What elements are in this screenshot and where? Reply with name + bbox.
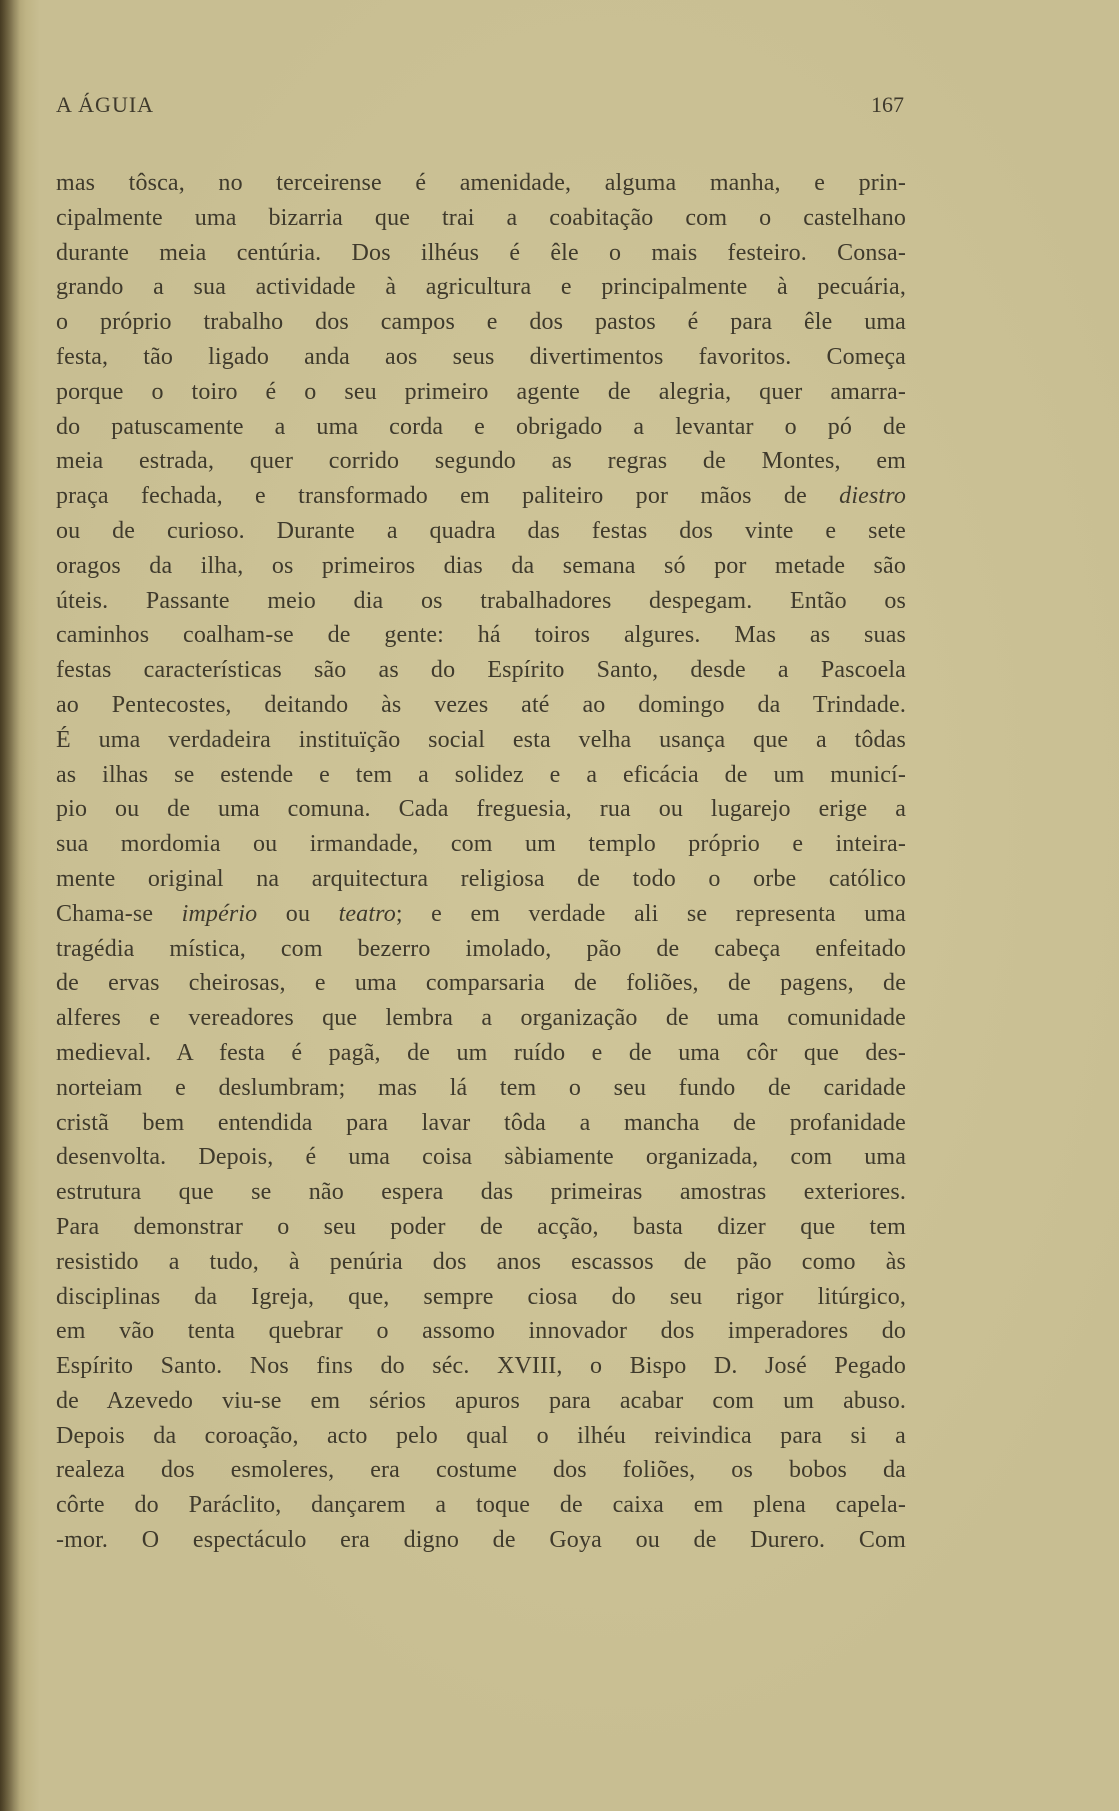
text-segment: ao Pentecostes, deitando às vezes até ao domingo da Trindade. bbox=[56, 691, 906, 718]
text-line bbox=[56, 514, 906, 549]
text-segment: medieval. A festa é pagã, de um ruído e de uma côr que des- bbox=[56, 1039, 906, 1066]
text-line bbox=[56, 1106, 906, 1141]
text-line bbox=[56, 270, 906, 305]
text-segment: grando a sua actividade à agricultura e principalmente à pecuária, bbox=[56, 274, 906, 301]
text-line bbox=[56, 1314, 906, 1349]
text-segment: em vão tenta quebrar o assomo innovador dos imperadores do bbox=[56, 1318, 906, 1345]
text-segment: Para demonstrar o seu poder de acção, basta dizer que tem bbox=[56, 1213, 906, 1240]
text-segment: -mor. O espectáculo era digno de Goya ou de Durero. Com bbox=[56, 1527, 906, 1554]
text-line bbox=[56, 1001, 906, 1036]
running-title: A ÁGUIA bbox=[56, 92, 155, 117]
text-line bbox=[56, 1140, 906, 1175]
text-line bbox=[56, 305, 906, 340]
text-segment: tragédia mística, com bezerro imolado, pão de cabeça enfeitado bbox=[56, 935, 906, 962]
text-line bbox=[56, 792, 906, 827]
text-line bbox=[56, 1349, 906, 1384]
text-line bbox=[56, 444, 906, 479]
text-line bbox=[56, 1384, 906, 1419]
text-segment: cipalmente uma bizarria que trai a coabitação com o castelhano bbox=[56, 204, 906, 231]
text-line bbox=[56, 897, 906, 932]
text-segment: as ilhas se estende e tem a solidez e a eficácia de um municí- bbox=[56, 761, 906, 788]
running-header bbox=[56, 92, 904, 126]
text-line bbox=[56, 688, 906, 723]
text-segment: É uma verdadeira instituïção social esta velha usança que a tôdas bbox=[56, 726, 906, 753]
text-segment: úteis. Passante meio dia os trabalhadores despegam. Então os bbox=[56, 587, 906, 614]
text-segment: porque o toiro é o seu primeiro agente de alegria, quer amarra- bbox=[56, 378, 906, 405]
text-line bbox=[56, 1245, 906, 1280]
text-line bbox=[56, 1036, 906, 1071]
text-line bbox=[56, 479, 906, 514]
text-segment: mas tôsca, no terceirense é amenidade, alguma manha, e prin- bbox=[56, 170, 906, 196]
text-segment: cristã bem entendida para lavar tôda a mancha de profanidade bbox=[56, 1109, 906, 1136]
text-line bbox=[56, 862, 906, 897]
text-segment: caminhos coalham-se de gente: há toiros algures. Mas as suas bbox=[56, 622, 906, 649]
text-line bbox=[56, 1453, 906, 1488]
text-segment: Depois da coroação, acto pelo qual o ilhéu reivindica para si a bbox=[56, 1422, 906, 1449]
text-segment: festas características são as do Espírito Santo, desde a Pascoela bbox=[56, 657, 906, 684]
italic-word: império bbox=[181, 900, 258, 927]
text-line bbox=[56, 201, 906, 236]
text-segment: de ervas cheirosas, e uma comparsaria de foliões, de pagens, de bbox=[56, 970, 906, 997]
text-line bbox=[56, 236, 906, 271]
text-line bbox=[56, 1210, 906, 1245]
text-segment: alferes e vereadores que lembra a organização de uma comunidade bbox=[56, 1005, 906, 1032]
text-segment: pio ou de uma comuna. Cada freguesia, rua ou lugarejo erige a bbox=[56, 796, 906, 823]
text-line bbox=[56, 1523, 906, 1558]
text-line bbox=[56, 410, 906, 445]
text-segment: resistido a tudo, à penúria dos anos escassos de pão como às bbox=[56, 1248, 906, 1275]
body-text bbox=[56, 166, 906, 1558]
text-line bbox=[56, 549, 906, 584]
text-line bbox=[56, 375, 906, 410]
text-segment: ou bbox=[257, 900, 339, 927]
text-segment: estrutura que se não espera das primeiras amostras exteriores. bbox=[56, 1179, 906, 1206]
text-line bbox=[56, 966, 906, 1001]
italic-word: teatro bbox=[338, 900, 396, 927]
italic-word: diestro bbox=[839, 483, 906, 510]
text-segment: ; e em verdade ali se representa uma bbox=[395, 900, 906, 927]
text-segment: oragos da ilha, os primeiros dias da semana só por metade são bbox=[56, 552, 906, 579]
text-line bbox=[56, 166, 906, 201]
text-line bbox=[56, 1419, 906, 1454]
text-line bbox=[56, 1071, 906, 1106]
text-line bbox=[56, 723, 906, 758]
text-segment: ou de curioso. Durante a quadra das festas dos vinte e sete bbox=[56, 517, 906, 544]
text-segment: de Azevedo viu-se em sérios apuros para acabar com um abuso. bbox=[56, 1387, 906, 1414]
text-segment: côrte do Paráclito, dançarem a toque de caixa em plena capela- bbox=[56, 1492, 906, 1519]
text-line bbox=[56, 340, 906, 375]
text-segment: do patuscamente a uma corda e obrigado a levantar o pó de bbox=[56, 413, 906, 440]
text-line bbox=[56, 618, 906, 653]
text-line bbox=[56, 758, 906, 793]
spine-shadow bbox=[0, 0, 20, 1811]
text-line bbox=[56, 932, 906, 967]
text-line bbox=[56, 584, 906, 619]
text-segment: Chama-se bbox=[56, 900, 182, 927]
text-segment: sua mordomia ou irmandade, com um templo próprio e inteira- bbox=[56, 831, 906, 858]
text-segment: mente original na arquitectura religiosa de todo o orbe católico bbox=[56, 865, 906, 892]
text-segment: o próprio trabalho dos campos e dos pastos é para êle uma bbox=[56, 309, 906, 336]
text-segment: realeza dos esmoleres, era costume dos foliões, os bobos da bbox=[56, 1457, 906, 1484]
text-segment: durante meia centúria. Dos ilhéus é êle o mais festeiro. Consa- bbox=[56, 239, 906, 266]
text-line bbox=[56, 1488, 906, 1523]
text-segment: disciplinas da Igreja, que, sempre ciosa do seu rigor litúrgico, bbox=[56, 1283, 906, 1310]
text-segment: norteiam e deslumbram; mas lá tem o seu fundo de caridade bbox=[56, 1074, 906, 1101]
text-line bbox=[56, 1175, 906, 1210]
text-line bbox=[56, 1280, 906, 1315]
text-line bbox=[56, 653, 906, 688]
text-line bbox=[56, 827, 906, 862]
text-segment: praça fechada, e transformado em paliteiro por mãos de bbox=[56, 483, 840, 510]
page-number: 167 bbox=[871, 92, 904, 117]
text-segment: desenvolta. Depois, é uma coisa sàbiamente organizada, com uma bbox=[56, 1144, 906, 1171]
text-segment: festa, tão ligado anda aos seus divertimentos favoritos. Começa bbox=[56, 343, 906, 370]
text-segment: Espírito Santo. Nos fins do séc. XVIII, o Bispo D. José Pegado bbox=[56, 1353, 906, 1380]
text-segment: meia estrada, quer corrido segundo as regras de Montes, em bbox=[56, 448, 906, 475]
